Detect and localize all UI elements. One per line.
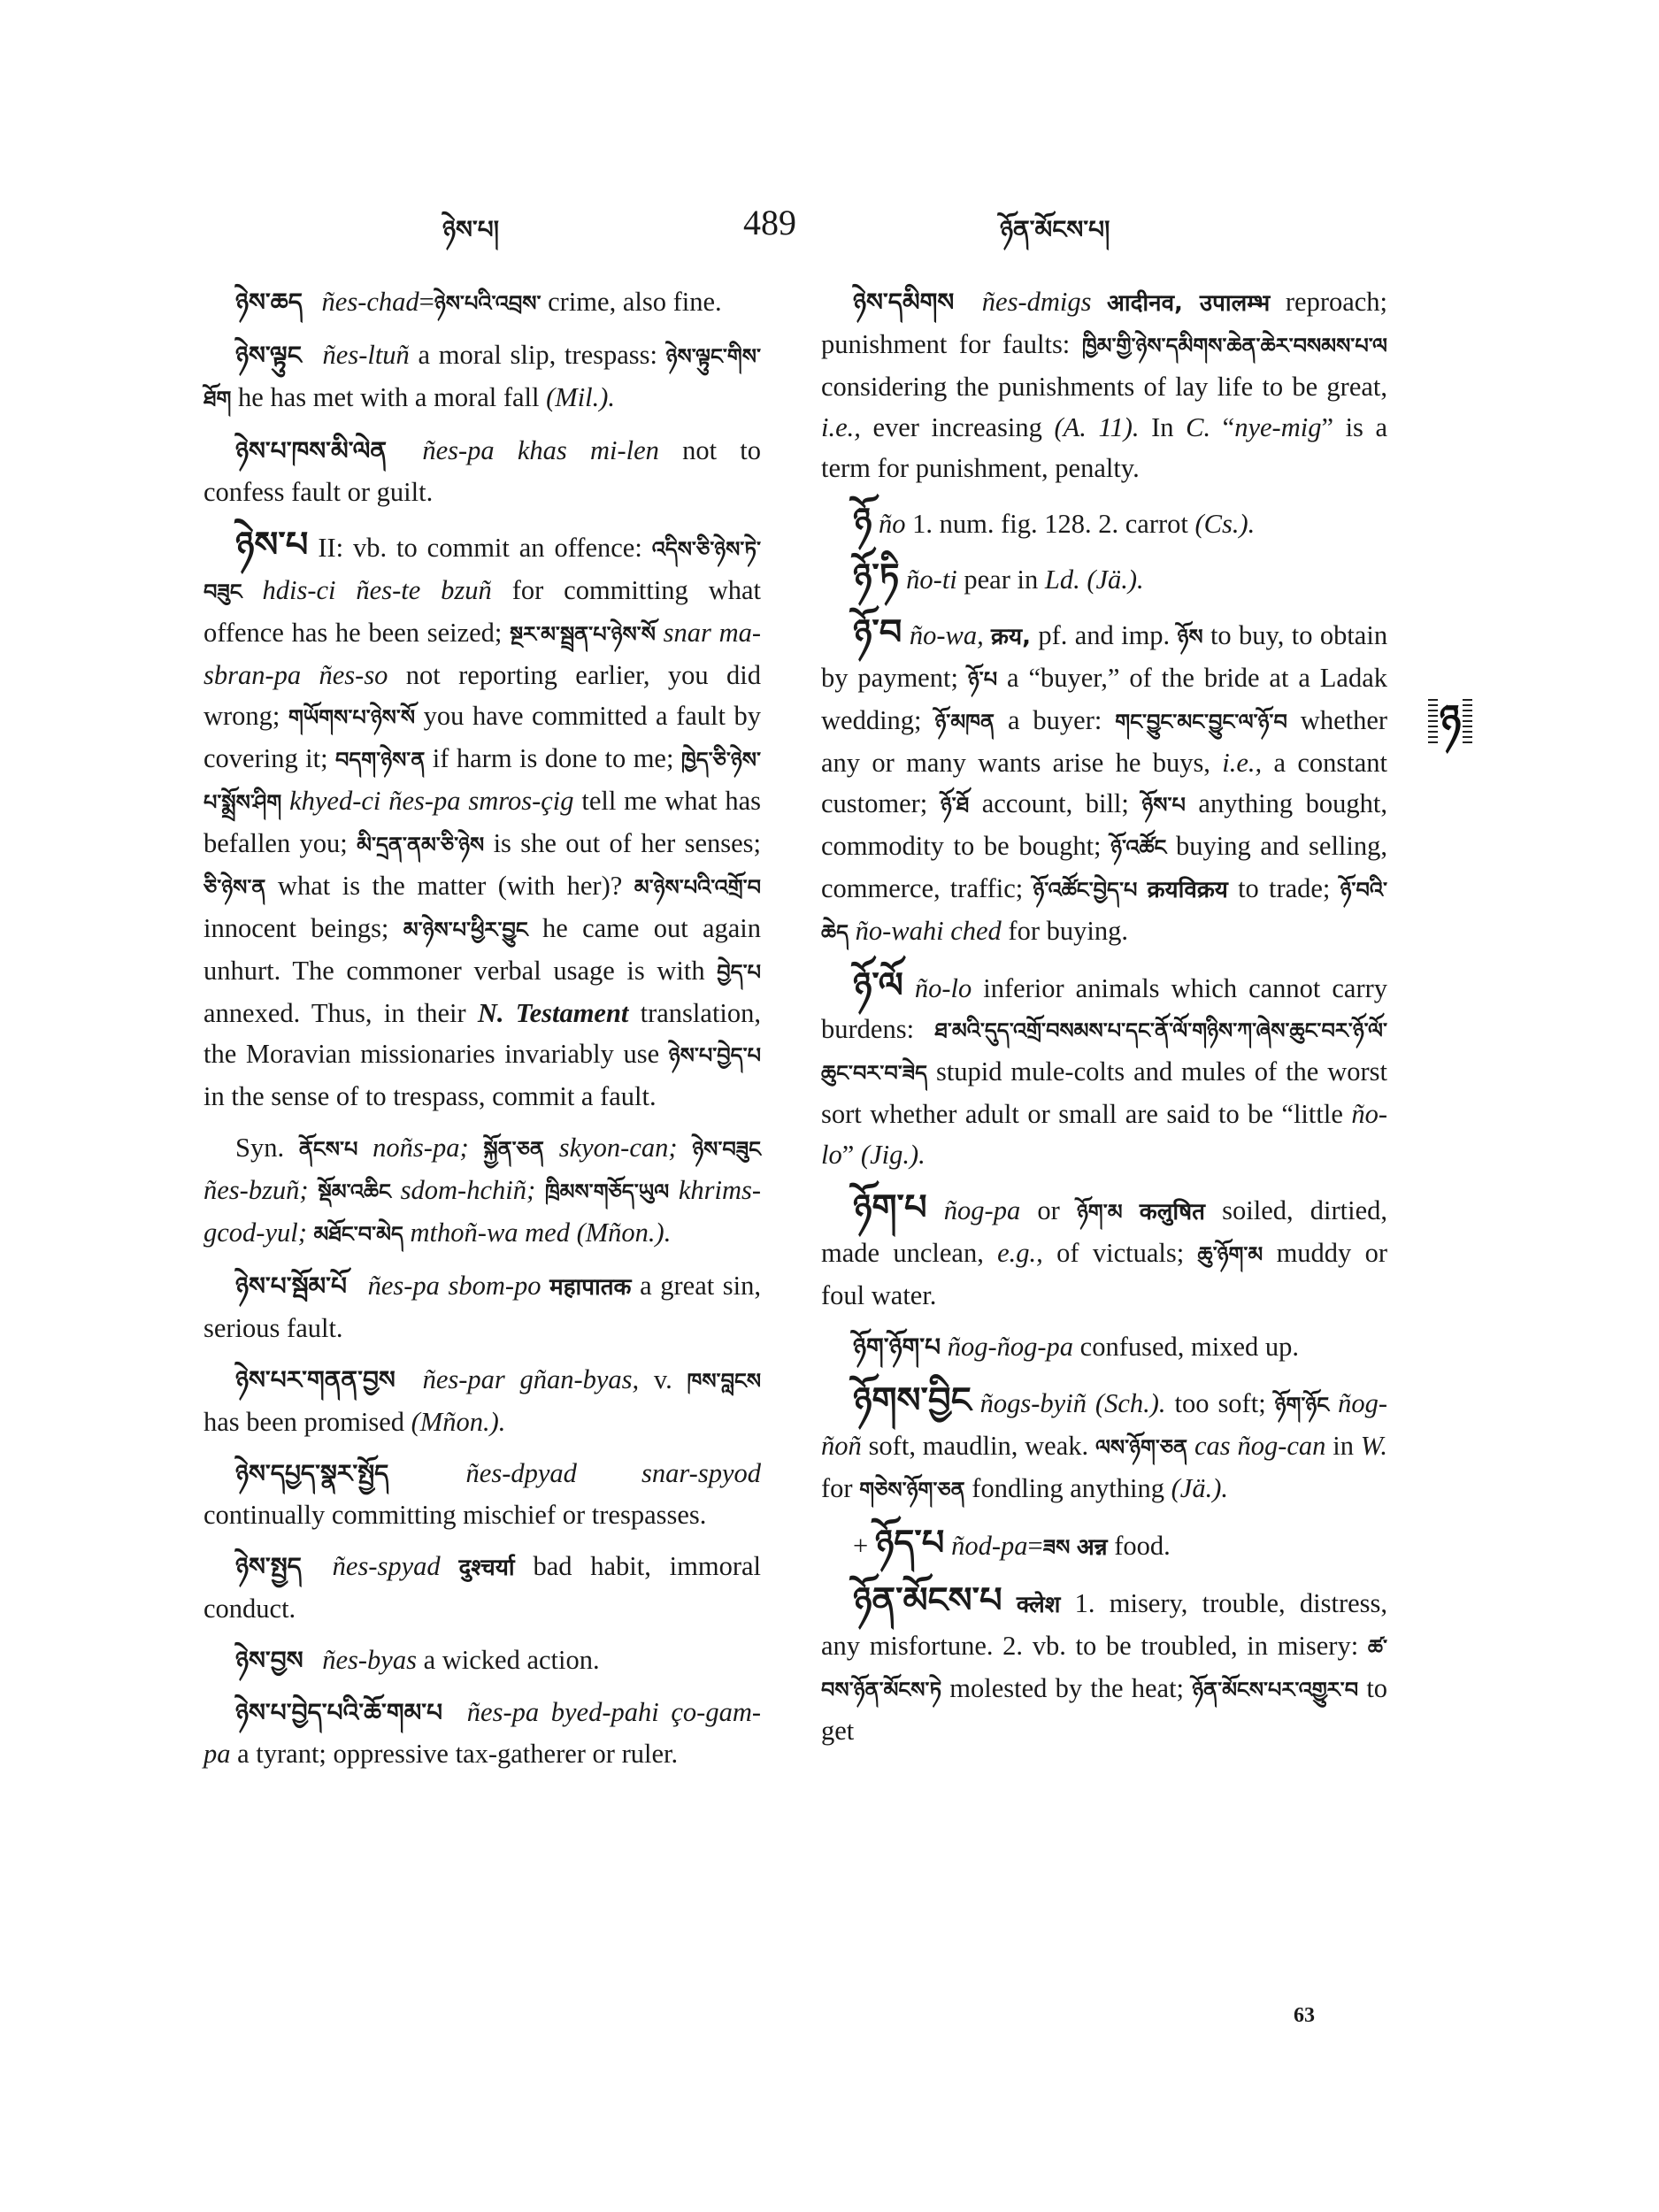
tibetan-phrase: ལས་ཉོག་ཅན: [1094, 1435, 1188, 1460]
transliteration: ñes-byas: [322, 1645, 417, 1675]
headword: ཉེས་དཔྱད་སྣར་སྤྱོད: [235, 1459, 389, 1488]
region-abbreviation: W.: [1360, 1431, 1387, 1461]
definition: fondling anything: [972, 1473, 1164, 1503]
entry-nes-chad: [204, 281, 761, 324]
tibetan-phrase: ཉེས་པའི་འབྲས་: [434, 291, 541, 316]
cross-reference-mark: +: [853, 1531, 869, 1561]
sanskrit-equivalent: दुश्चर्या: [458, 1555, 515, 1581]
entry-no-wa: [821, 612, 1387, 953]
definition: reproach; punishment for faults:: [821, 287, 1388, 359]
definition: what is the matter (with her)?: [277, 871, 623, 901]
sanskrit-equivalent: कलुषित: [1139, 1199, 1205, 1225]
region-abbreviation: Ld.: [1044, 565, 1080, 595]
entry-nog-nog-pa: [821, 1326, 1387, 1368]
definition: for committing what offence has he been seized;: [204, 575, 761, 648]
definition: crime, also fine.: [548, 287, 722, 317]
transliteration: ño-wa,: [909, 620, 984, 650]
definition: muddy or foul water.: [821, 1238, 1388, 1310]
tibetan-phrase: ཉོ་འཚོང: [1110, 835, 1167, 860]
transliteration: ño-lo: [914, 973, 972, 1003]
definition: soiled, dirtied, made unclean,: [821, 1195, 1388, 1268]
definition: innocent beings;: [204, 913, 389, 943]
definition: a wicked action.: [423, 1645, 600, 1675]
definition: in the sense of to trespass, commit a fault.: [204, 1081, 657, 1111]
transliteration: ñog-pa: [943, 1195, 1021, 1225]
headword: ཉོག་པ: [853, 1187, 927, 1228]
synonyms-label: Syn.: [235, 1133, 285, 1163]
transliteration: ñes-bzuñ;: [204, 1175, 309, 1205]
transliteration: noñs-pa;: [373, 1133, 469, 1163]
tibetan-phrase: འདིས་ཅི་ཉེས་ཏེ་བཟུང: [204, 537, 762, 604]
header-right-headword: ཉོན་མོངས་པ།: [1000, 215, 1110, 244]
tibetan-phrase: ཉོ་མཁན: [934, 710, 995, 734]
entry-nes-pa-ii: [204, 525, 761, 1117]
headword: ཉེས་པ་བྱེད་པའི་ཆོ་གམ་པ: [235, 1698, 443, 1727]
thumb-index-tab: [1428, 695, 1472, 743]
dialect-form: nye-mig: [1234, 412, 1322, 442]
definition: for: [821, 1473, 853, 1503]
definition: he has met with a moral fall: [238, 382, 540, 412]
tibetan-phrase: སྔར་མ་སྦྲན་པ་ཉེས་སོ: [510, 622, 656, 647]
definition: pear in: [964, 565, 1039, 595]
source-reference: (Mñon.).: [576, 1217, 672, 1248]
entry-nes-pa-byed-pahi: [204, 1692, 761, 1774]
definition: molested by the heat;: [949, 1673, 1185, 1703]
definition: pf. and imp.: [1038, 620, 1171, 650]
transliteration: khrims-gcod-yul;: [204, 1175, 761, 1248]
definition: translation, the Moravian missionaries invariably use: [204, 998, 762, 1069]
definition: stupid mule-colts and mules of the worst sort whether adult or small are said to be “little: [821, 1056, 1388, 1129]
source-reference: (Jig.).: [860, 1140, 926, 1170]
transliteration: khyed-ci ñes-pa smros-çig: [289, 786, 574, 816]
tibetan-phrase: ཟས: [1042, 1535, 1071, 1560]
sanskrit-equivalent: महापातक: [549, 1274, 632, 1301]
page-number: 489: [743, 203, 796, 242]
headword: ཉེས་པ་ཁས་མི་ལེན: [235, 436, 388, 465]
transliteration: ñes-dmigs: [981, 287, 1092, 317]
tibetan-phrase: ཉེས་བཟུང: [692, 1137, 762, 1162]
transliteration: ñes-ltuñ: [322, 340, 410, 370]
entry-no-ti: [821, 557, 1387, 600]
entry-nes-pa-sbom-po: [204, 1265, 761, 1348]
entry-nes-ltun: [204, 334, 761, 419]
transliteration: ñes-spyad: [332, 1551, 441, 1581]
entry-no: [821, 501, 1387, 544]
headword: ཉེས་ལྟུང: [235, 341, 302, 370]
entry-nod-pa: [821, 1523, 1387, 1568]
entry-nes-byas: [204, 1640, 761, 1681]
headword: ཉེས་བྱས: [235, 1646, 303, 1675]
definition: a constant customer;: [821, 748, 1387, 818]
quoted-term: ño-lo: [821, 1099, 1388, 1170]
tibetan-phrase: ཁྱེད་ཅི་ཉེས་པ་སྨྲོས་ཤིག: [204, 748, 762, 815]
headword: ཉོ་བ: [853, 612, 902, 653]
header-left-headword: ཉེས་པ།: [442, 215, 499, 244]
definition: anything bought, commodity to be bought;: [821, 788, 1388, 861]
definition: a moral slip, trespass:: [418, 340, 657, 370]
headword: ཉེས་སྤྱད: [235, 1552, 302, 1581]
page-header: [204, 202, 1389, 255]
tibetan-phrase: ཉོས: [1177, 625, 1203, 649]
tibetan-phrase: ཉེས་ལྟུང་གིས་ཐོག: [204, 344, 761, 411]
entry-nes-pa-khas: [204, 430, 761, 512]
tibetan-phrase: ཉོན་མོངས་པར་འགྱུར་བ: [1192, 1678, 1359, 1702]
entry-synonyms: [204, 1127, 761, 1255]
transliteration: ñes-dpyad snar-spyod: [465, 1458, 761, 1488]
definition: a “buyer,” of the bride at a Ladak wedding;: [821, 663, 1388, 735]
definition: =: [1027, 1531, 1043, 1561]
definition: inferior animals which cannot carry burdens:: [821, 973, 1388, 1044]
entry-nes-spyad: [204, 1546, 761, 1629]
entry-nes-par-gnan: [204, 1359, 761, 1442]
headword: ཉོ་ཏི: [853, 557, 900, 597]
book-title: N. Testament: [477, 998, 629, 1028]
tibetan-phrase: བྱེད་པ: [717, 960, 762, 985]
tibetan-phrase: ཉོག་ཉོང: [1274, 1393, 1330, 1417]
transliteration: snar ma-sbran-pa ñes-so: [204, 618, 762, 690]
headword: ཉེས་དམིགས: [853, 288, 955, 317]
definition: to trade;: [1238, 873, 1331, 903]
headword: ཉོད་པ: [874, 1523, 945, 1563]
entry-non-mons-pa: [821, 1580, 1387, 1751]
entry-nogs-byin: [821, 1380, 1387, 1510]
tibetan-phrase: ནོངས་པ: [298, 1137, 358, 1162]
headword: ཉོག་ཉོག་པ: [853, 1333, 941, 1362]
definition: II: vb. to commit an offence:: [318, 533, 642, 563]
abbreviation: e.g.,: [997, 1238, 1043, 1268]
definition: not to confess fault or guilt.: [204, 435, 762, 507]
headword: ཉོ: [853, 501, 872, 541]
definition: to get: [821, 1673, 1388, 1746]
definition: account, bill;: [981, 788, 1129, 818]
transliteration: ño-wahi ched: [855, 916, 1002, 946]
tibetan-phrase: བདག་ཉེས་ན: [335, 748, 426, 772]
tibetan-phrase: གཡོགས་པ་ཉེས་སོ: [288, 705, 416, 730]
transliteration: ñes-par gñan-byas,: [422, 1364, 640, 1394]
definition: annexed. Thus, in their: [204, 998, 466, 1028]
definition: bad habit, immoral conduct.: [204, 1551, 762, 1624]
sanskrit-equivalent: क्लेश: [1016, 1592, 1061, 1618]
headword: ཉེས་པ: [235, 525, 309, 565]
tibetan-phrase: མི་དྲན་ནམ་ཅི་ཉེས: [357, 833, 485, 857]
definition: In: [1151, 412, 1174, 442]
tibetan-phrase: མ་ཉེས་པ་ཕྱིར་བྱུང: [403, 918, 528, 942]
definition: 1. num. fig. 128. 2. carrot: [912, 509, 1188, 539]
definition: ”: [841, 1140, 855, 1170]
tibetan-phrase: ཉོ་ཐོ: [940, 793, 970, 818]
source-reference: (A. 11).: [1054, 412, 1140, 442]
definition: has been promised: [204, 1407, 404, 1437]
transliteration: ñes-pa byed-pahi ço-gam-pa: [204, 1697, 761, 1769]
transliteration: ño: [879, 509, 906, 539]
definition: ” is a term for punishment, penalty.: [821, 412, 1388, 483]
transliteration: hdis-ci ñes-te bzuñ: [262, 575, 492, 605]
definition: you have committed a fault by covering it;: [204, 701, 762, 773]
tibetan-phrase: ཉོ་འཚོང་བྱེད་པ: [1033, 878, 1138, 902]
left-column: [204, 281, 761, 1785]
transliteration: mthoñ-wa med: [410, 1217, 570, 1248]
sanskrit-equivalent: आदीनव, उपालम्भ: [1107, 290, 1271, 317]
source-reference: (Jä.).: [1087, 565, 1144, 595]
definition: is she out of her senses;: [493, 828, 762, 858]
tibetan-phrase: མ་ཉེས་པའི་འགྲོ་བ: [634, 875, 762, 900]
transliteration: skyon-can;: [558, 1133, 678, 1163]
transliteration: ñog-ñog-pa: [947, 1332, 1074, 1362]
definition: v.: [653, 1364, 672, 1394]
headword: ཉེས་པར་གནན་བྱས: [235, 1365, 396, 1394]
right-column: [821, 281, 1387, 1762]
definition: a tyrant; oppressive tax-gatherer or ruler.: [237, 1739, 679, 1769]
tibetan-phrase: གཅེས་ཉོག་ཅན: [859, 1478, 965, 1502]
entry-nes-dmigs: [821, 281, 1387, 488]
transliteration: ñes-chad: [321, 287, 419, 317]
headword: ཉོན་མོངས་པ: [853, 1580, 1002, 1621]
sanskrit-equivalent: क्रय,: [991, 624, 1031, 650]
tibetan-phrase: ཉོ་པ: [967, 667, 998, 692]
tibetan-phrase: ཁྱིམ་གྱི་ཉེས་དམིགས་ཆེན་ཆེར་བསམས་པ་ལ: [1081, 334, 1387, 358]
tibetan-phrase: ཉོག་མ: [1076, 1200, 1123, 1225]
definition: considering the punishments of lay life to be great,: [821, 372, 1387, 402]
definition: a buyer:: [1007, 705, 1102, 735]
definition: whether any or many wants arise he buys,: [821, 705, 1388, 778]
definition: tell me what has befallen you;: [204, 786, 762, 858]
tibetan-phrase: གང་བྱུང་མང་བྱུང་ལ་ཉོ་བ: [1115, 710, 1287, 734]
tibetan-phrase: ཚ་བས་ཉོན་མོངས་ཏེ: [821, 1635, 1388, 1702]
definition: =: [419, 287, 434, 317]
definition: soft, maudlin, weak.: [868, 1431, 1089, 1461]
definition: if harm is done to me;: [432, 743, 674, 773]
definition: too soft;: [1174, 1388, 1266, 1418]
tibetan-phrase: ཆུ་ཉོག་མ: [1197, 1242, 1263, 1267]
transliteration: ñod-pa: [951, 1531, 1028, 1561]
transliteration: cas ñog-can: [1194, 1431, 1326, 1461]
headword: ཉོགས་བྱིང: [853, 1380, 972, 1421]
definition: “: [1222, 412, 1235, 442]
tibetan-phrase: ཁས་བླངས: [687, 1369, 762, 1394]
headword: ཉེས་པ་སྦོམ་པོ: [235, 1271, 347, 1301]
thumb-index-letter: ཉ: [1439, 695, 1462, 743]
abbreviation: i.e.,: [821, 412, 861, 442]
source-reference: (Jä.).: [1171, 1473, 1228, 1503]
tibetan-phrase: ཅི་ཉེས་ན: [204, 875, 266, 900]
definition: of victuals;: [1056, 1238, 1185, 1268]
definition: confused, mixed up.: [1079, 1332, 1300, 1362]
source-reference: (Sch.).: [1094, 1388, 1166, 1418]
transliteration: ñog-ñoñ: [821, 1388, 1387, 1461]
definition: buying and selling, commerce, traffic;: [821, 831, 1388, 903]
sanskrit-equivalent: क्रयविक्रय: [1147, 877, 1228, 903]
definition: for buying.: [1008, 916, 1128, 946]
definition: a great sin, serious fault.: [204, 1271, 762, 1343]
tibetan-phrase: སྡོམ་འཆིང: [318, 1179, 391, 1204]
definition: to buy, to obtain by payment;: [821, 620, 1388, 693]
transliteration: ño-ti: [906, 565, 957, 595]
tibetan-phrase: མཐོང་བ་མེད: [313, 1222, 403, 1247]
definition: food.: [1114, 1531, 1171, 1561]
sanskrit-equivalent: अन्न: [1076, 1534, 1108, 1561]
signature-number: 63: [1294, 2004, 1315, 2027]
definition: 1. misery, trouble, distress, any misfortune. 2. vb. to be troubled, in misery:: [821, 1588, 1387, 1661]
definition: in: [1333, 1431, 1354, 1461]
definition: not reporting earlier, you did wrong;: [204, 660, 761, 731]
tibetan-phrase: ཁྲིམས་གཅོད་ཡུལ: [544, 1179, 670, 1204]
region-abbreviation: C.: [1186, 412, 1211, 442]
source-reference: (Mñon.).: [411, 1407, 506, 1437]
source-reference: (Mil.).: [546, 382, 616, 412]
transliteration: ñogs-byiñ: [979, 1388, 1087, 1418]
transliteration: ñes-pa sbom-po: [367, 1271, 541, 1301]
transliteration: ñes-pa khas mi-len: [422, 435, 659, 465]
definition: ever increasing: [872, 412, 1042, 442]
abbreviation: i.e.,: [1222, 748, 1263, 778]
definition: continually committing mischief or trespasses.: [204, 1500, 707, 1530]
source-reference: (Cs.).: [1194, 509, 1256, 539]
headword: ཉོ་ལོ: [853, 965, 903, 1006]
entry-no-lo: [821, 965, 1387, 1175]
definition: he came out again unhurt. The commoner verbal usage is with: [204, 913, 762, 986]
definition: or: [1037, 1195, 1060, 1225]
tibetan-phrase: སྐྱོན་ཅན: [483, 1137, 544, 1162]
entry-nes-dpyad: [204, 1453, 761, 1535]
headword: ཉེས་ཆད: [235, 288, 303, 317]
tibetan-phrase: ཉོས་པ: [1141, 793, 1186, 818]
tibetan-phrase: ཐ་མའི་དུད་འགྲོ་བསམས་པ་དང་ནོ་ལོ་གཉིས་ཀ་ཞེས་ཆུང་བར་ཉོ་ལོ་ཆུང་བར་བ་ཟེད: [821, 1018, 1387, 1086]
tibetan-phrase: ཉོ་བའི་ཆེད: [821, 878, 1388, 945]
tibetan-phrase: ཉེས་པ་བྱེད་པ: [668, 1043, 762, 1068]
entry-nog-pa: [821, 1187, 1387, 1316]
transliteration: sdom-hchiñ;: [400, 1175, 536, 1205]
